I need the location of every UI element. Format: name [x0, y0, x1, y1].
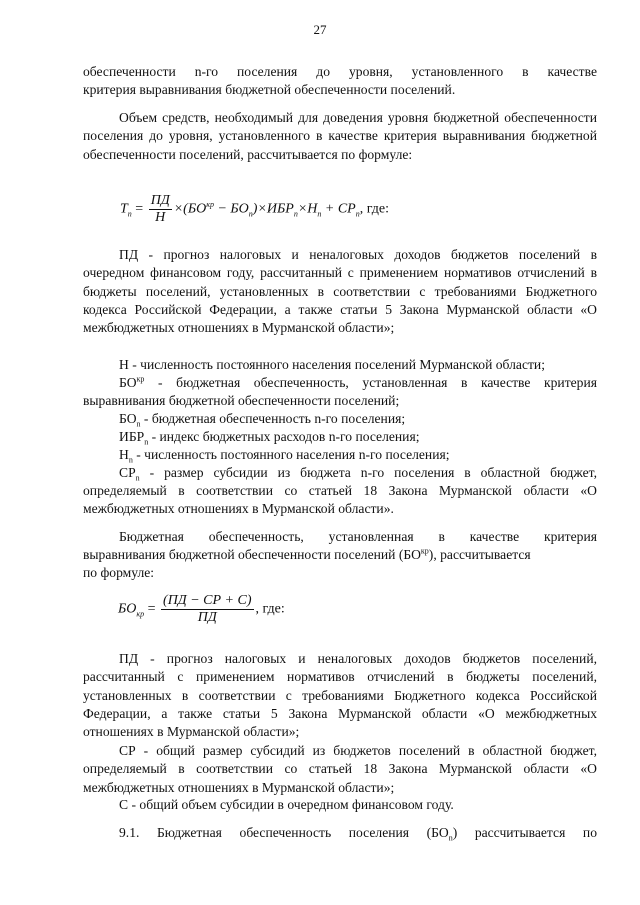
definition-bokr-cont: выравнивания бюджетной обеспеченности поселений; [83, 393, 400, 408]
definition-srn-cont: определяемый в соответствии со статьей 18 Закона Мурманской области «О [83, 483, 597, 498]
formula-bokr: $БО_{кр}$ = $\frac{(ПД - СР + С)}{ПД}$ , где: [118, 593, 285, 625]
paragraph-line: обеспеченности n-го поселения до уровня, установленного в качестве [83, 64, 597, 79]
paragraph-9-1: 9.1. Бюджетная обеспеченность поселения $(БО_n)$ рассчитывается по [119, 825, 597, 843]
definition-s: С - общий объем субсидии в очередном финансовом году. [119, 797, 454, 812]
definition-pd: ПД - прогноз налоговых и неналоговых доходов бюджетов поселений в очередном финансовом году, рассчитанный с применением нормативов отчислений в бюджеты поселений, установленных в соответствии с требованиями Бюджетного кодекса Российской Федерации, а также статьи 5 Закона Мурманской области «О межбюджетных отношениях в Мурманской области»; [83, 247, 597, 336]
definition-sr: СР - общий размер субсидий из бюджетов поселений в областной бюджет, определяемый в соответствии со статьей 18 Закона Мурманской области «О межбюджетных отношениях в Мурманской области»; [83, 743, 597, 795]
paragraph-intro-formula2-cont: выравнивания бюджетной обеспеченности поселений $(БО^{кр})$, рассчитывается [83, 546, 531, 562]
paragraph-intro-formula2: Бюджетная обеспеченность, установленная в качестве критерия [119, 529, 597, 544]
definition-hn: $Н_n$ - численность постоянного населения n-го поселения; [119, 447, 450, 465]
definition-srn-cont: межбюджетных отношениях в Мурманской области». [83, 501, 394, 516]
formula-transfer-volume: $T_n$ = $\frac{ПД}{H}$ $\times(БО^{кр} - БО_n)\times ИБР_n\times H_n + СР_n$, где: [120, 193, 390, 225]
paragraph-line: критерия выравнивания бюджетной обеспеченности поселений. [83, 82, 456, 97]
paragraph-intro-formula2-cont: по формуле: [83, 565, 155, 580]
definition-srn: $СР_n$ - размер субсидии из бюджета n-го поселения в областной бюджет, [119, 465, 597, 483]
definition-pd-2: ПД - прогноз налоговых и неналоговых доходов бюджетов поселений, рассчитанный с применением нормативов отчислений в бюджеты поселений, установленных в соответствии с требованиями Бюджетного кодекса Российской Федерации, а также статьи 5 Закона Мурманской области «О межбюджетных отношениях в Мурманской области»; [83, 651, 597, 740]
page-number: 27 [313, 22, 327, 37]
definition-bon: $БО_n$ - бюджетная обеспеченность n-го поселения; [119, 411, 406, 429]
definition-ibrn: $ИБР_n$ - индекс бюджетных расходов n-го поселения; [119, 429, 420, 447]
paragraph-intro-formula1: Объем средств, необходимый для доведения уровня бюджетной обеспеченности поселения до уровня, установленного в качестве критерия выравнивания бюджетной обеспеченности поселений, рассчитывается по формуле: [83, 110, 597, 162]
definition-bokr: $БО^{кр}$ - бюджетная обеспеченность, установленная в качестве критерия [119, 374, 597, 390]
definition-h: Н - численность постоянного населения поселений Мурманской области; [119, 357, 545, 372]
